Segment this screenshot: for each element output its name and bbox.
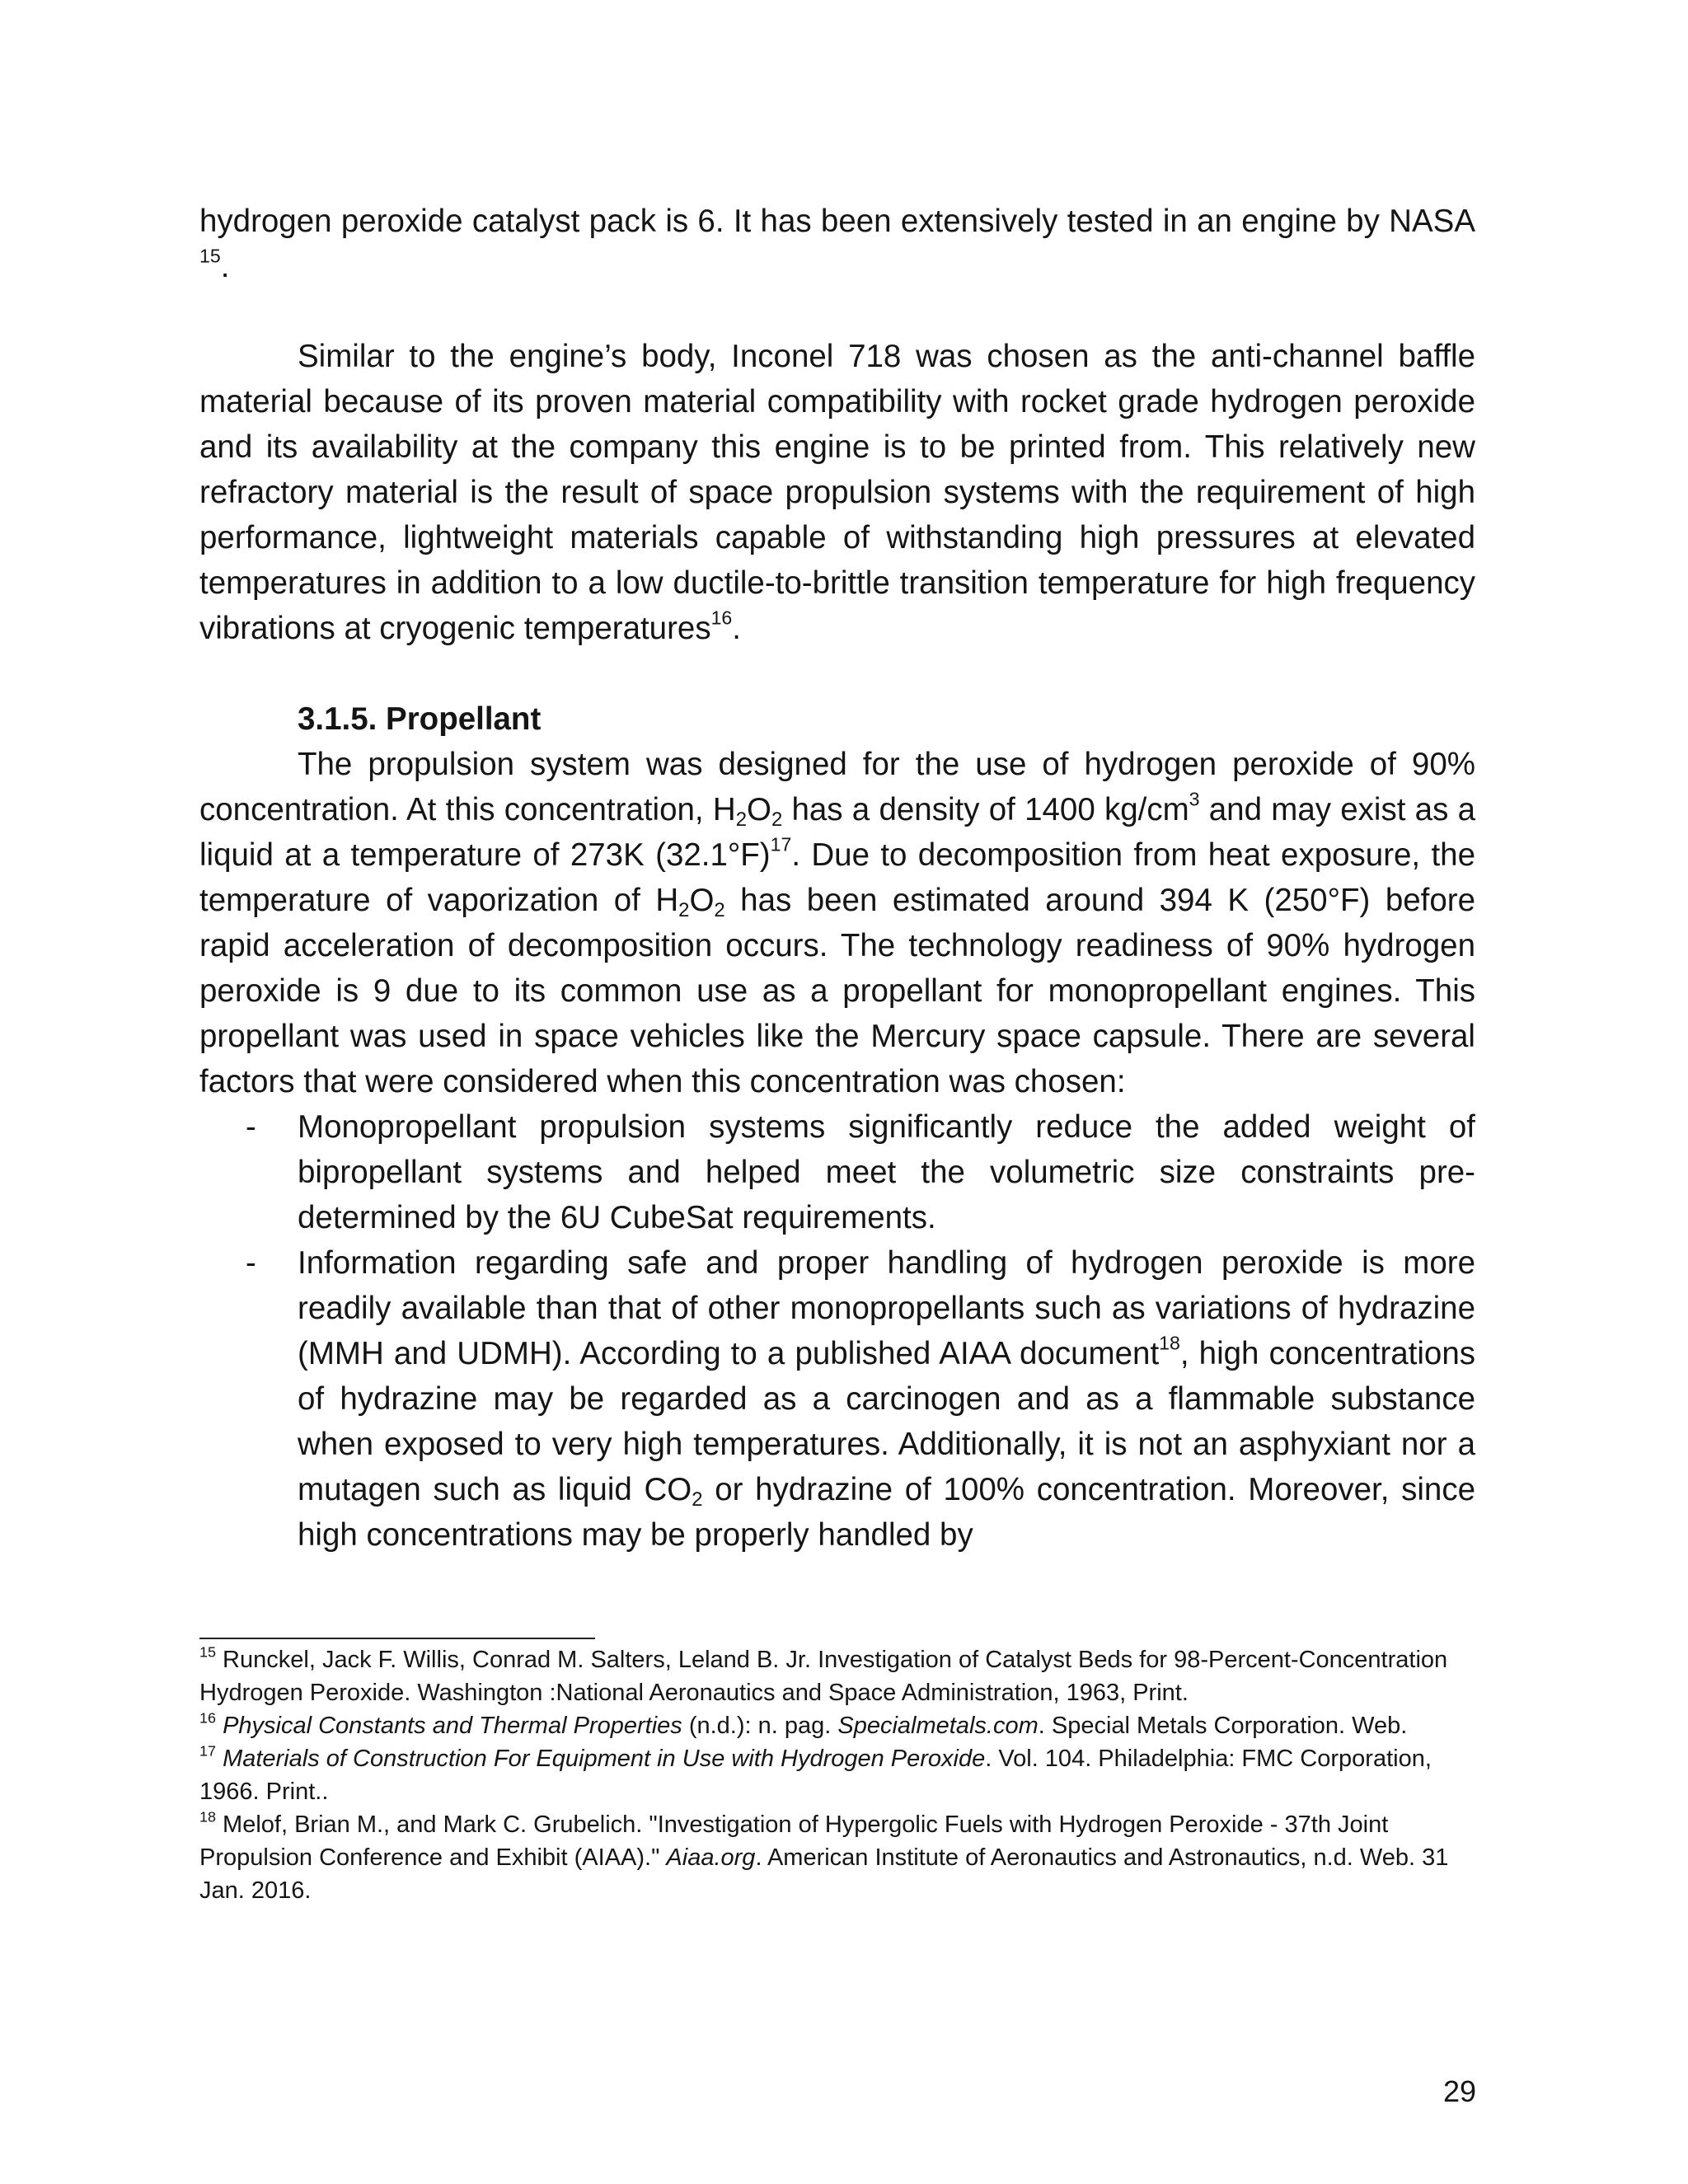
list-item: - Information regarding safe and proper handling of hydrogen peroxide is more readily available than that of other monopropellants such as variations of hydrazine (MMH and UDMH). According to a published AIAA document$^{18}$, high concentrations of hydrazine may be regarded as a carcinogen and as a flammable substance when exposed to very high temperatures. Additionally, it is not an asphyxiant nor a mutagen such as liquid $CO_2$ or hydrazine of 100% concentration. Moreover, since high concentrations may be properly handled by <box>199 1240 1475 1558</box>
baffle-paragraph: Similar to the engine’s body, Inconel 718 was chosen as the anti-channel baffle material because of its proven material compatibility with rocket grade hydrogen peroxide and its availability at the company this engine is to be printed from. This relatively new refractory material is the result of space propulsion systems with the requirement of high performance, lightweight materials capable of withstanding high pressures at elevated temperatures in addition to a low ductile-to-brittle transition temperature for high frequency vibrations at cryogenic temperatures$^{16}$. <box>199 339 1475 646</box>
body-text <box>199 199 1475 289</box>
footnote-separator <box>199 1638 595 1639</box>
footnote-18: $^{18}$ Melof, Brian M., and Mark C. Grubelich. "Investigation of Hypergolic Fuels with Hydrogen Peroxide - 37th Joint Propulsion Conference and Exhibit (AIAA)." Aiaa.org. American Institute of Aeronautics and Astronautics, n.d. Web. 31 Jan. 2016. <box>199 1808 1449 1904</box>
footnote-17: $^{17}$ Materials of Construction For Equipment in Use with Hydrogen Peroxide. Vol. 104. Philadelphia: FMC Corporation, 1966. Print.. <box>199 1742 1432 1805</box>
section-heading: 3.1.5. Propellant <box>298 701 542 737</box>
footnote-ref-18[interactable]: 18 <box>1159 1332 1180 1354</box>
footnote-15: $^{15}$ Runckel, Jack F. Willis, Conrad M. Salters, Leland B. Jr. Investigation of Catalyst Beds for 98-Percent-Concentration Hydrogen Peroxide. Washington :National Aeronautics and Space Administration, 1963, Print. <box>199 1643 1448 1706</box>
footnote-ref-17[interactable]: 17 <box>770 833 792 855</box>
footnote-ref-15[interactable]: 15 <box>199 245 221 267</box>
factors-list <box>199 1104 1475 1558</box>
bullet-dash: - <box>246 1109 256 1145</box>
bullet-dash: - <box>246 1245 256 1281</box>
footnote-ref-16[interactable]: 16 <box>710 607 733 629</box>
blank-line <box>199 651 1475 696</box>
footnotes <box>199 1643 1493 1907</box>
footnote-16: $^{16}$ Physical Constants and Thermal Properties (n.d.): n. pag. Specialmetals.com. Special Metals Corporation. Web. <box>199 1709 1408 1739</box>
propellant-paragraph: The propulsion system was designed for the use of hydrogen peroxide of 90% concentration. At this concentration, $H_2O_2$ has a density of 1400 $kg/cm^3$ and may exist as a liquid at a temperature of 273K $(32.1^\circ F)^{17}$. Due to decomposition from heat exposure, the temperature of vaporization of $H_2O_2$ has been estimated around 394 K (250°F) before rapid acceleration of decomposition occurs. The technology readiness of 90% hydrogen peroxide is 9 due to its common use as a propellant for monopropellant engines. This propellant was used in space vehicles like the Mercury space capsule. There are several factors that were considered when this concentration was chosen: <box>199 747 1476 1099</box>
page-number: 29 <box>1443 2074 1477 2108</box>
list-item: - Monopropellant propulsion systems significantly reduce the added weight of bipropellant systems and helped meet the volumetric size constraints pre-determined by the 6U CubeSat requirements. <box>199 1104 1475 1240</box>
body-text-main <box>199 334 1475 1558</box>
continuation-paragraph: hydrogen peroxide catalyst pack is 6. It has been extensively tested in an engine by NASA $^{15}$. <box>199 204 1475 284</box>
